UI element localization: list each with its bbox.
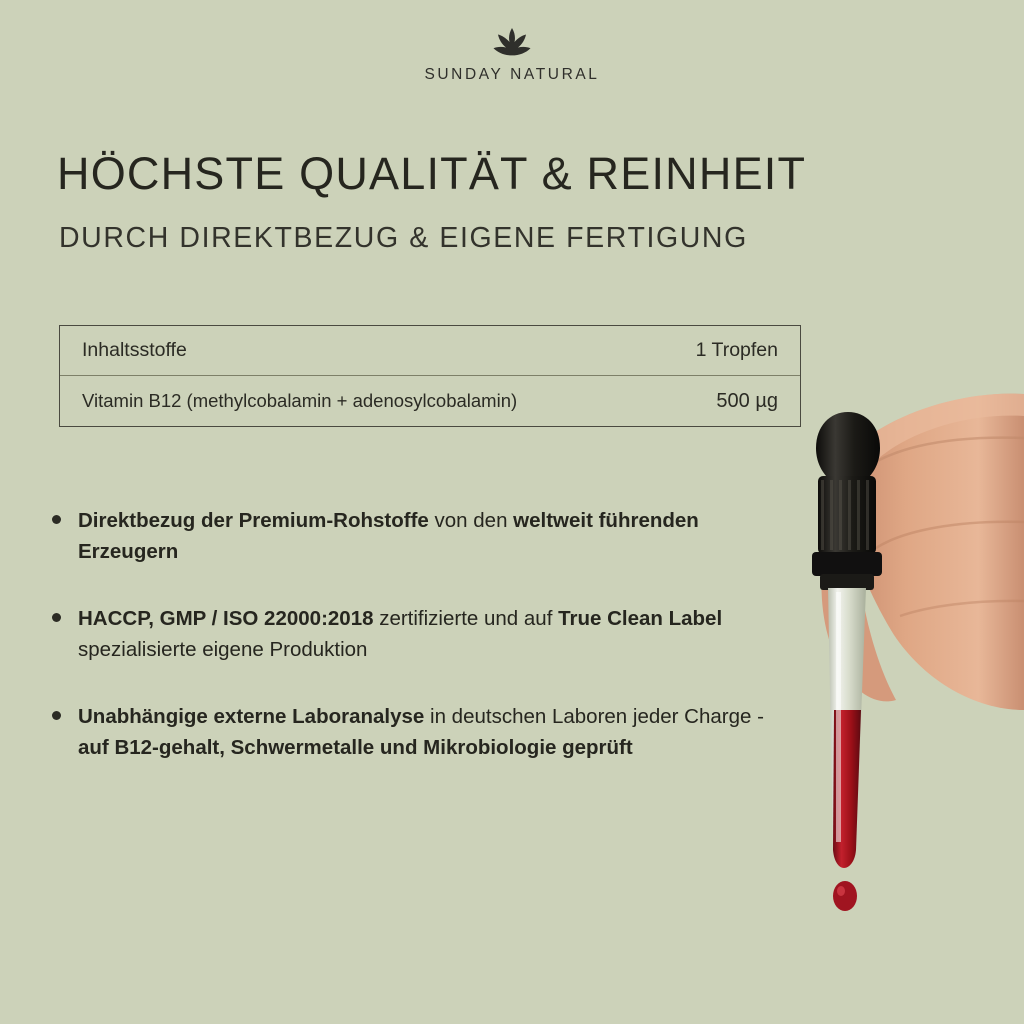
table-cell-ingredient: Vitamin B12 (methylcobalamin + adenosylcobalamin) xyxy=(82,390,518,411)
feature-list xyxy=(52,505,772,799)
brand-header xyxy=(0,24,1024,84)
list-item-normal: zertifizierte und auf xyxy=(373,607,559,630)
hand-holding-dropper-illustration xyxy=(724,380,1024,1024)
page-title: HÖCHSTE QUALITÄT & REINHEIT xyxy=(57,148,807,199)
list-item-normal: in deutschen Laboren jeder Charge - xyxy=(424,705,764,728)
list-item-text xyxy=(78,701,772,763)
dropper-photo xyxy=(724,380,1024,1024)
brand-name: SUNDAY NATURAL xyxy=(424,66,600,83)
list-item-text xyxy=(78,603,772,665)
lotus-flower-icon xyxy=(489,24,535,56)
table-row xyxy=(60,376,800,426)
table-header-value: 1 Tropfen xyxy=(695,339,778,361)
table-header-row xyxy=(60,326,800,376)
list-item-strong: HACCP, GMP / ISO 22000:2018 xyxy=(78,607,374,630)
list-item xyxy=(52,603,772,665)
table-header-label: Inhaltsstoffe xyxy=(82,339,187,361)
list-item-text xyxy=(78,505,772,567)
bullet-dot-icon xyxy=(52,613,61,622)
list-item-strong: True Clean Label xyxy=(558,607,723,630)
list-item-strong: Unabhängige externe Laboranalyse xyxy=(78,705,425,728)
bullet-dot-icon xyxy=(52,711,61,720)
list-item xyxy=(52,505,772,567)
list-item-strong: Direktbezug der Premium-Rohstoffe xyxy=(78,509,429,532)
list-item-normal: spezialisierte eigene Produktion xyxy=(78,638,368,661)
list-item-normal: von den xyxy=(428,509,514,532)
bullet-dot-icon xyxy=(52,515,61,524)
page-subtitle: DURCH DIREKTBEZUG & EIGENE FERTIGUNG xyxy=(59,222,748,254)
table-cell-amount: 500 µg xyxy=(716,389,778,412)
list-item-strong: weltweit führenden Erzeugern xyxy=(78,509,699,563)
list-item-strong: auf B12-gehalt, Schwermetalle und Mikrobiologie geprüft xyxy=(78,736,633,759)
ingredients-table xyxy=(59,325,801,427)
list-item xyxy=(52,701,772,763)
